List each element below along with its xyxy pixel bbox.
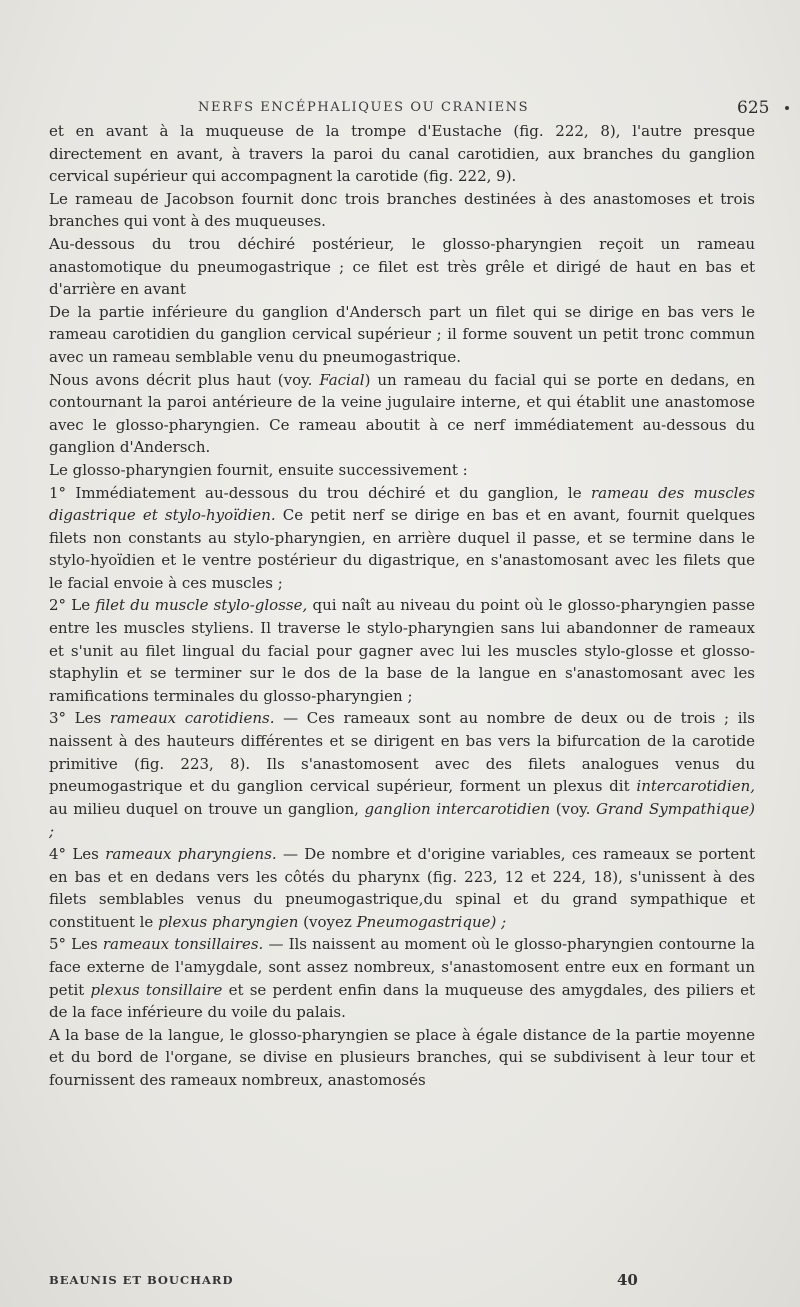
page-header — [0, 98, 800, 120]
italic-run: intercarotidien, — [636, 777, 755, 796]
text-run: 2° Le — [49, 596, 96, 615]
paragraph — [49, 120, 755, 188]
italic-run: rameaux tonsillaires. — [102, 935, 264, 954]
text-run: 5° Les — [49, 935, 103, 954]
text-run: — De nombre et d'origine variables, ces rameaux se portent en bas et en dedans vers les côtés du pharynx (fig. 223, 12 et 224, 18), s'unissent à des filets semblables venus du pneumogastrique,du spinal et du grand sympathique et constituent le — [49, 845, 755, 931]
italic-run: Facial — [319, 370, 365, 389]
text-run: Le glosso-pharyngien fournit, ensuite successivement : — [49, 460, 468, 479]
page-number: 625 — [737, 98, 770, 118]
text-run: 3° Les — [49, 709, 110, 728]
text-run: Le rameau de Jacobson fournit donc trois branches destinées à des anastomoses et trois branches qui vont à des muqueuses. — [49, 189, 755, 231]
page-footer — [0, 1271, 800, 1295]
text-run: et se perdent enfin dans la muqueuse des amygdales, des piliers et de la face inférieure du voile du palais. — [49, 980, 756, 1022]
paragraph — [49, 482, 755, 595]
italic-run: rameaux carotidiens. — [109, 709, 275, 728]
paragraph — [49, 707, 755, 843]
italic-run: rameau des muscles digastrique et stylo-hyoïdien. — [49, 483, 756, 525]
italic-run: filet du muscle stylo-glosse, — [95, 596, 308, 615]
text-run: au milieu duquel on trouve un ganglion, — [49, 799, 365, 818]
text-run: — Ils naissent au moment où le glosso-pharyngien contourne la face externe de l'amygdale, sont assez nombreux, s'anastomosent entre eux en formant un petit — [49, 935, 756, 999]
text-run: 4° Les — [49, 845, 106, 863]
sheet-number: 40 — [617, 1271, 638, 1289]
text-run: qui naît au niveau du point où le glosso-pharyngien passe entre les muscles styliens. Il traverse le stylo-pharyngien sans lui abandonner de rameaux et s'unit au filet lingual du facial pour gagner avec lui les muscles stylo-glosse et glosso-staphylin et se terminer sur le dos de la base de la langue en s'anastomosant avec les ramifications terminales du glosso-pharyngien ; — [49, 596, 756, 705]
body-text — [49, 120, 755, 1092]
paragraph — [49, 188, 755, 233]
paragraph — [49, 459, 755, 482]
text-run: ) un rameau du facial qui se porte en dedans, en contournant la paroi antérieure de la veine jugulaire interne, et qui établit une anastomose avec le glosso-pharyngien. Ce rameau aboutit à ce nerf immédiatement au-dessous du ganglion d'Andersch. — [49, 370, 755, 457]
paragraph — [49, 369, 755, 459]
text-run: et en avant à la muqueuse de la trompe d'Eustache (fig. 222, 8), l'autre presque directement en avant, à travers la paroi du canal carotidien, aux branches du ganglion cervical supérieur qui accompagnent la carotide (fig. 222, 9). — [49, 122, 755, 186]
italic-run: ganglion intercarotidien — [364, 799, 551, 818]
paragraph — [49, 1024, 755, 1092]
text-run: Nous avons décrit plus haut (voy. — [49, 370, 320, 389]
text-run: — Ces rameaux sont au nombre de deux ou de trois ; ils naissent à des hauteurs différentes et se dirigent en bas vers la bifurcation de la carotide primitive (fig. 223, 8). Ils s'anastomosent avec des filets analogues venus du pneumogastrique et du ganglion cervical supérieur, forment un plexus dit — [49, 709, 755, 796]
paragraph — [49, 233, 755, 301]
header-dot-mark — [785, 106, 789, 110]
text-run: 1° Immédiatement au-dessous du trou déchiré et du ganglion, le — [49, 483, 591, 502]
italic-run: Pneumogastrique) ; — [356, 912, 507, 931]
text-run: Ce petit nerf se dirige en bas et en avant, fournit quelques filets non constants au stylo-pharyngien, en arrière duquel il passe, et se termine dans le stylo-hyoïdien et le ventre postérieur du digastrique, en s'anastomosant avec les filets que le facial envoie à ces muscles ; — [49, 506, 756, 592]
italic-run: rameaux pharyngiens. — [105, 845, 277, 863]
text-run: Au-dessous du trou déchiré postérieur, le glosso-pharyngien reçoit un rameau anastomotique du pneumogastrique ; ce filet est très grêle et dirigé de haut en bas et d'arrière en avant — [49, 234, 755, 299]
running-head: NERFS ENCÉPHALIQUES OU CRANIENS — [198, 100, 530, 115]
italic-run: plexus pharyngien — [158, 912, 299, 931]
text-run: De la partie inférieure du ganglion d'Andersch part un filet qui se dirige en bas vers le rameau carotidien du ganglion cervical supérieur ; il forme souvent un petit tronc commun avec un rameau semblable venu du pneumogastrique. — [49, 302, 755, 366]
text-run: (voyez — [298, 912, 357, 931]
printer-signature: BEAUNIS ET BOUCHARD — [49, 1273, 234, 1287]
paragraph — [49, 843, 755, 933]
paragraph — [49, 301, 755, 369]
text-run: (voy. — [550, 799, 597, 818]
italic-run: Grand Sympathique) ; — [49, 799, 756, 841]
text-run: A la base de la langue, le glosso-pharyngien se place à égale distance de la partie moyenne et du bord de l'organe, se divise en plusieurs branches, qui se subdivisent à leur tour et fournissent des rameaux nombreux, anastomosés — [49, 1025, 755, 1089]
paragraph — [49, 933, 755, 1023]
italic-run: plexus tonsillaire — [90, 980, 223, 999]
paragraph — [49, 594, 755, 707]
